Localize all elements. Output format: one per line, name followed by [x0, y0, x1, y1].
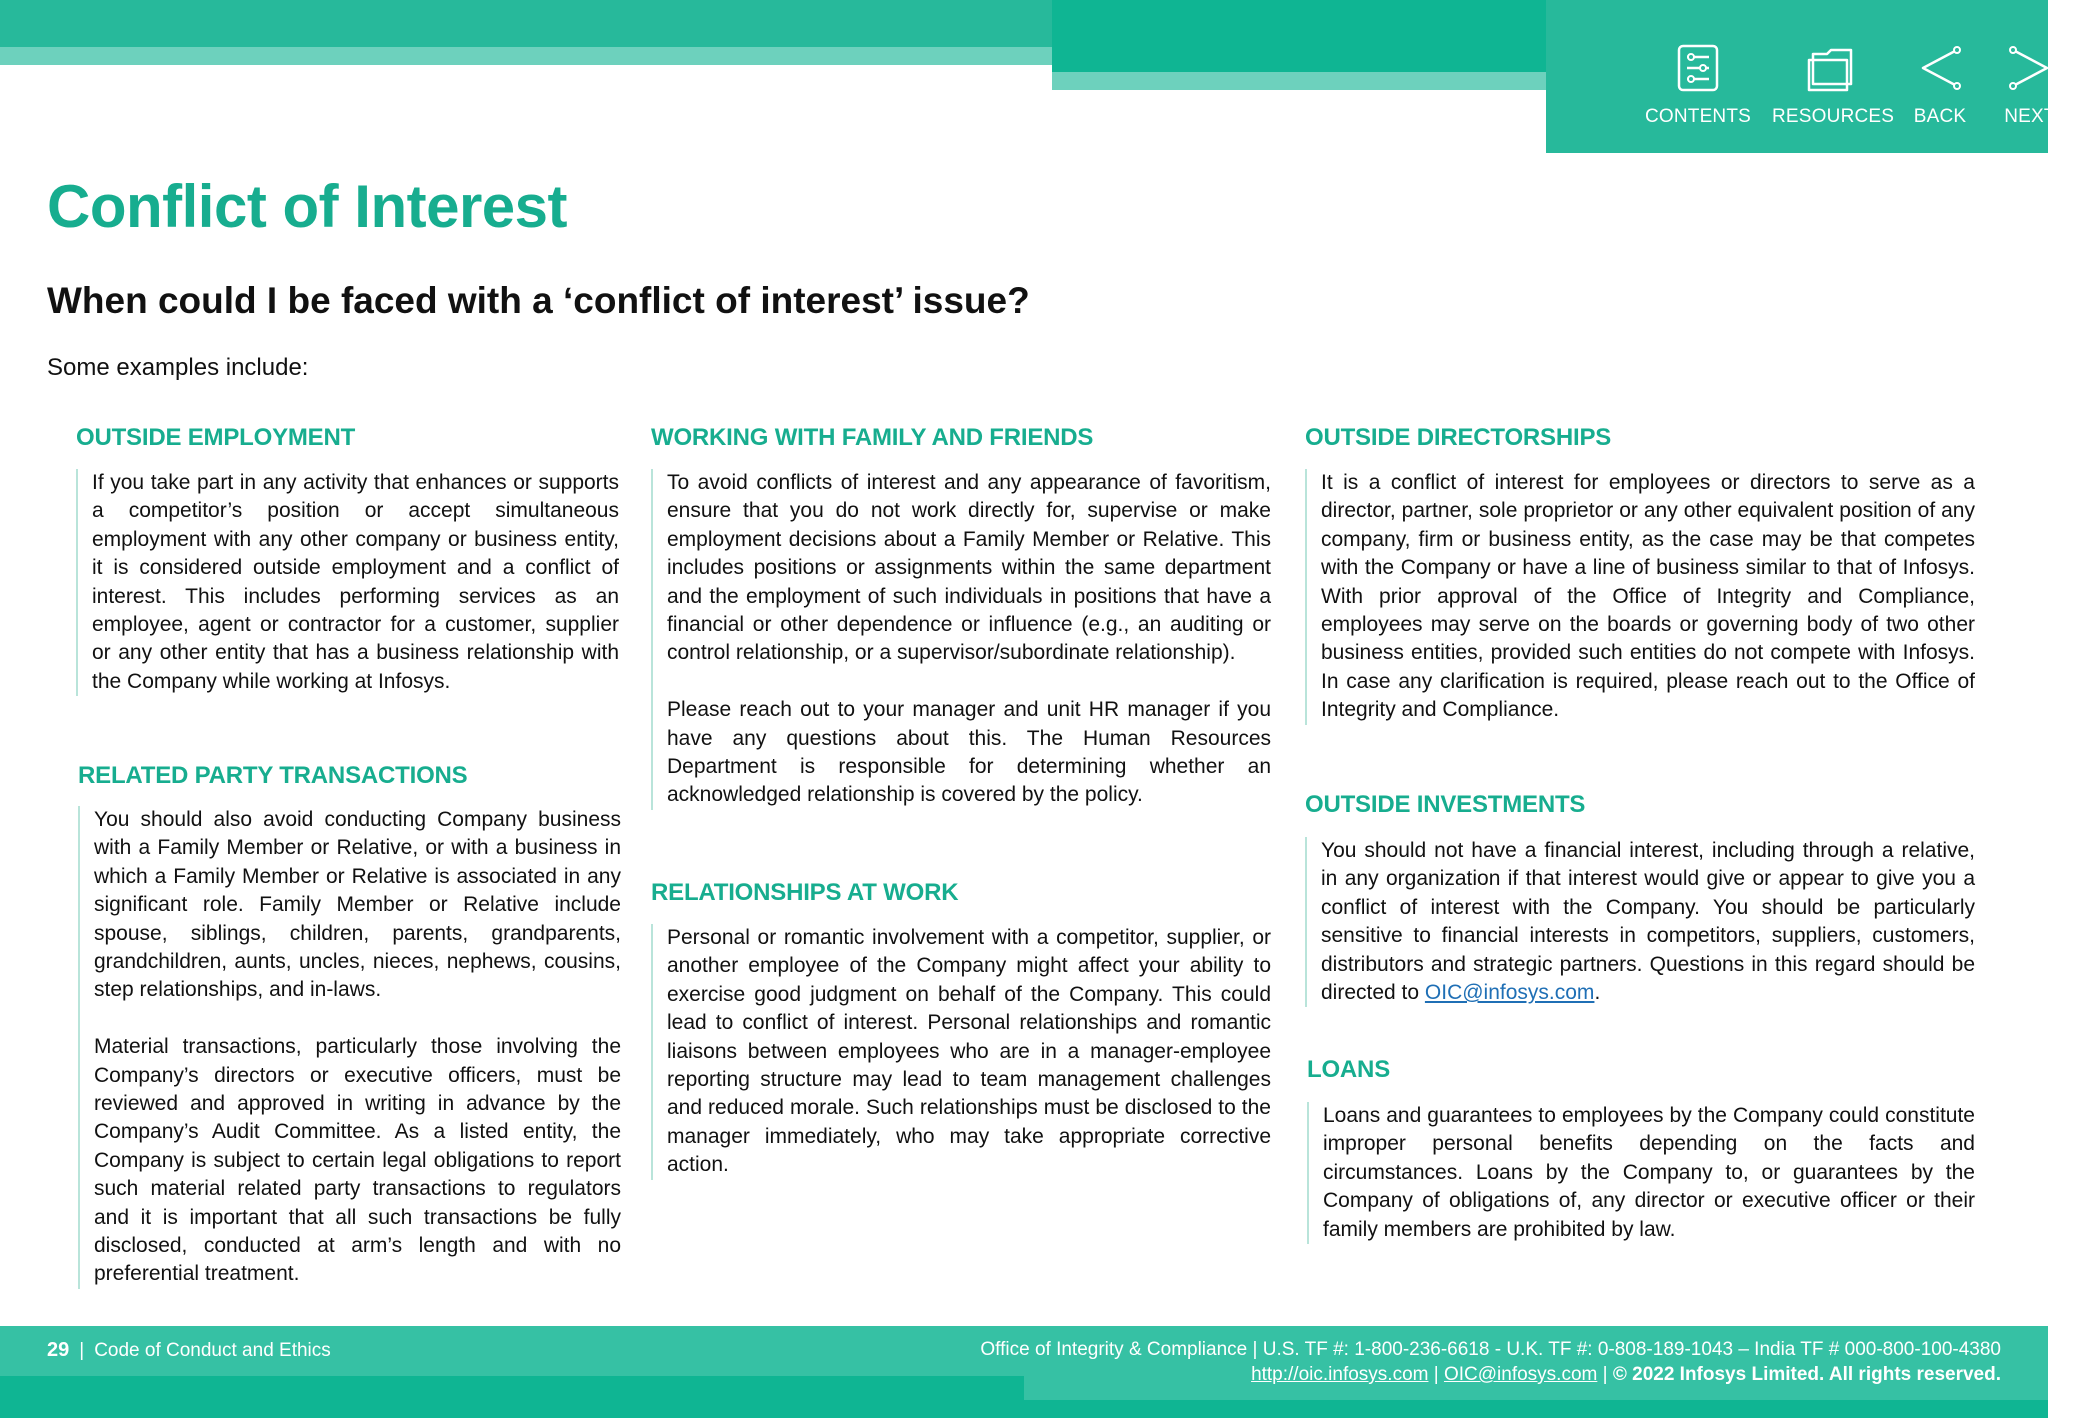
oic-website-link[interactable]: http://oic.infosys.com	[1251, 1364, 1429, 1385]
paragraph: It is a conflict of interest for employees or directors to serve as a director, partner, sole proprietor or any other equivalent position of any company, firm or business entity, as the case may be that competes with the Company or have a line of business similar to that of Infosys. With prior approval of the Office of Integrity and Compliance, employees may serve on the boards or governing body of two other business entities, provided such entities do not compete with Infosys. In case any clarification is required, please reach out to the Office of Integrity and Compliance.	[1321, 471, 1975, 722]
footer-email-link[interactable]: OIC@infosys.com	[1443, 1364, 1598, 1385]
footer-divider: |	[1597, 1364, 1613, 1385]
footer-band-dark-left	[0, 1376, 1024, 1418]
investments-end: .	[1594, 981, 1601, 1005]
back-arrow-icon	[1917, 44, 1963, 92]
paragraph: Personal or romantic involvement with a competitor, supplier, or another employee of the Company might affect your ability to exercise good judgment on behalf of the Company. This could lead to conflict of interest. Personal relationships and romantic liaisons between employees who are in a manager-employee reporting structure may lead to team management challenges and reduced morale. Such relationships must be disclosed to the manager immediately, who may take appropriate corrective action.	[667, 926, 1271, 1177]
header-band-light	[0, 47, 1052, 65]
related-party-text	[78, 806, 621, 1289]
nav-bar	[1546, 0, 2056, 153]
loans-heading: LOANS	[1307, 1056, 1391, 1083]
footer-band-dark-right	[1024, 1400, 2048, 1418]
family-friends-heading: WORKING WITH FAMILY AND FRIENDS	[651, 424, 1094, 451]
contents-button[interactable]	[1638, 44, 1758, 128]
investments-heading: OUTSIDE INVESTMENTS	[1305, 791, 1586, 818]
page-number: 29	[47, 1339, 70, 1361]
paragraph: To avoid conflicts of interest and any appearance of favoritism, ensure that you do not work directly for, supervise or make employment decisions about a Family Member or Relative. This includes positions or assignments within the same department and the employment of such individuals in positions that have a financial or other dependence or influence (e.g., an auditing or control relationship, or a supervisor/subordinate relationship).	[667, 471, 1271, 665]
paragraph: You should also avoid conducting Company business with a Family Member or Relative, or with a business in which a Family Member or Relative is associated in any significant role. Family Member or Relative include spouse, siblings, children, parents, grandparents, grandchildren, aunts, uncles, nieces, nephews, cousins, step relationships, and in-laws.	[94, 808, 621, 1002]
footer-left	[47, 1339, 331, 1362]
intro-text: Some examples include:	[47, 354, 309, 381]
paragraph	[1321, 837, 1975, 1007]
page-subtitle: When could I be faced with a ‘conflict of interest’ issue?	[47, 280, 1030, 321]
paragraph: Please reach out to your manager and unit HR manager if you have any questions about this. The Human Resources Department is responsible for determining whether an acknowledged relationship is covered by the policy.	[667, 698, 1271, 807]
investments-text	[1305, 837, 1975, 1007]
directorships-heading: OUTSIDE DIRECTORSHIPS	[1305, 424, 1612, 451]
relationships-heading: RELATIONSHIPS AT WORK	[651, 879, 959, 906]
header-band-dark	[1052, 0, 1546, 72]
footer-links	[1251, 1364, 2001, 1386]
next-button[interactable]	[1970, 44, 2090, 128]
resources-button[interactable]	[1772, 44, 1895, 128]
related-party-heading: RELATED PARTY TRANSACTIONS	[78, 762, 468, 789]
footer-divider: |	[1428, 1364, 1444, 1385]
family-friends-text	[651, 469, 1271, 810]
paragraph: If you take part in any activity that enhances or supports a competitor’s position or accept simultaneous employment with any other company or business entity, it is considered outside employment and a conflict of interest. This includes performing services as an employee, agent or contractor for a customer, supplier or any other entity that has a business relationship with the Company while working at Infosys.	[92, 471, 619, 693]
footer-contact: Office of Integrity & Compliance | U.S. TF #: 1-800-236-6618 - U.K. TF #: 0-808-189-1043 – India TF # 000-800-100-4380	[980, 1339, 2001, 1360]
next-arrow-icon	[2007, 44, 2053, 92]
outside-employment-heading: OUTSIDE EMPLOYMENT	[76, 424, 356, 451]
back-label: BACK	[1913, 106, 1967, 127]
contents-label: CONTENTS	[1644, 106, 1752, 127]
paragraph: Material transactions, particularly those involving the Company’s directors or executive officers, must be reviewed and approved in writing in advance by the Company’s Audit Committee. As a listed entity, the Company is subject to certain legal obligations to report such material related party transactions to regulators and it is important that all such transactions be fully disclosed, conducted at arm’s length and with no preferential treatment.	[94, 1035, 621, 1286]
contents-icon	[1677, 44, 1719, 92]
relationships-text	[651, 924, 1271, 1180]
resources-label: RESOURCES	[1772, 106, 1895, 127]
header-band-light-2	[1052, 72, 1546, 90]
investments-body: You should not have a financial interest, including through a relative, in any organization if that interest would give or appear to give you a conflict of interest with the Company. You should be particularly sensitive to financial interests in competitors, suppliers, customers, distributors and strategic partners. Questions in this regard should be directed to	[1321, 839, 1975, 1005]
page-title: Conflict of Interest	[47, 173, 568, 240]
paragraph: Loans and guarantees to employees by the Company could constitute improper personal benefits depending on the facts and circumstances. Loans by the Company to, or guarantees by the Company of obligations of, any director or executive officer or their family members are prohibited by law.	[1323, 1104, 1975, 1241]
next-label: NEXT	[2004, 106, 2056, 127]
footer-separator: |	[79, 1340, 85, 1361]
document-title: Code of Conduct and Ethics	[94, 1340, 331, 1361]
copyright-text: © 2022 Infosys Limited. All rights reserved.	[1612, 1364, 2001, 1385]
loans-text	[1307, 1102, 1975, 1244]
oic-email-link[interactable]: OIC@infosys.com	[1424, 981, 1595, 1005]
outside-employment-text	[76, 469, 619, 696]
resources-icon	[1807, 44, 1857, 92]
header-band-top	[0, 0, 1052, 47]
directorships-text	[1305, 469, 1975, 725]
